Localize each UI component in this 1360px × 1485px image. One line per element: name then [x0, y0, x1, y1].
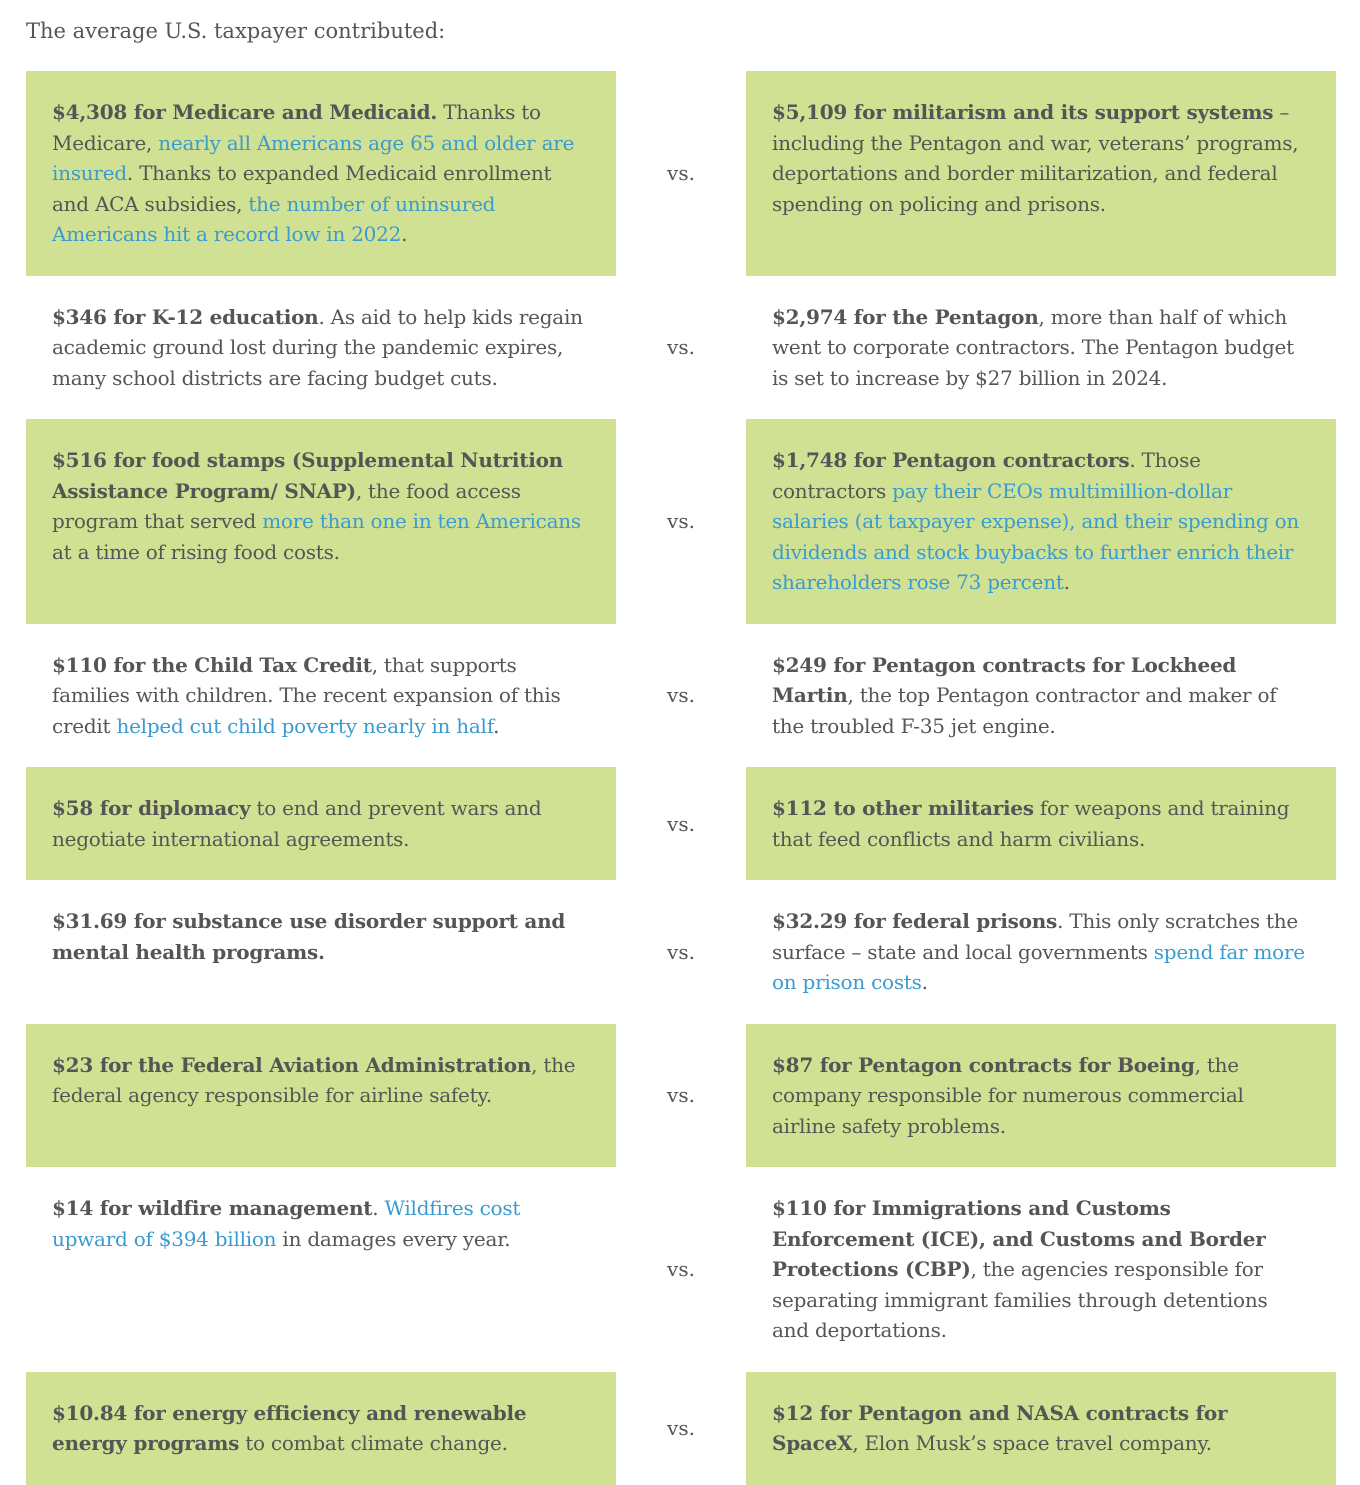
body-text: – including the Pentagon and war, veterans’ programs, deportations and border militarization, and federal spending on policing and prisons.	[772, 100, 1299, 216]
vs-label: vs.	[667, 509, 695, 534]
amount-heading: $1,748 for Pentagon contractors	[772, 448, 1130, 472]
source-link[interactable]: more than one in ten Americans	[262, 509, 581, 533]
body-text: at a time of rising food costs.	[52, 539, 340, 564]
body-text: to end and prevent wars and negotiate international agreements.	[52, 796, 542, 851]
source-link[interactable]: Wildfires cost upward of $394 billion	[52, 1196, 521, 1251]
body-text: to combat climate change.	[239, 1431, 508, 1455]
comparison-right-text	[746, 1167, 1336, 1372]
body-text: , more than half of which went to corporate contractors. The Pentagon budget is set to increase by $27 billion in 2024.	[772, 304, 1294, 390]
body-text: , the top Pentagon contractor and maker of the troubled F-35 jet engine.	[772, 683, 1277, 738]
body-text: . Those contractors	[772, 448, 1201, 503]
vs-label: vs.	[667, 1416, 695, 1440]
body-text: . As aid to help kids regain academic ground lost during the pandemic expires, many school districts are facing budget cuts.	[52, 304, 583, 390]
body-text: .	[493, 713, 500, 738]
amount-heading: $87 for Pentagon contracts for Boeing	[772, 1052, 1195, 1077]
vs-label: vs.	[667, 683, 695, 708]
source-link[interactable]: nearly all Americans age 65 and older are insured	[52, 130, 575, 185]
source-link[interactable]: helped cut child poverty nearly in half	[116, 713, 494, 738]
amount-heading: $4,308 for Medicare and Medicaid.	[52, 100, 438, 124]
amount-heading: $10.84 for energy efficiency and renewable energy programs	[52, 1400, 527, 1455]
body-text: .	[921, 970, 928, 994]
amount-heading: $32.29 for federal prisons	[772, 909, 1058, 933]
comparison-list	[26, 71, 1336, 1485]
source-link[interactable]: the number of uninsured Americans hit a record low in 2022	[52, 191, 496, 246]
source-link[interactable]: spend far more on prison costs	[772, 939, 1305, 994]
comparison-row	[26, 276, 1336, 420]
comparison-row	[26, 1372, 1336, 1485]
comparison-row	[26, 1167, 1336, 1372]
vs-label: vs.	[667, 939, 695, 964]
amount-heading: $516 for food stamps (Supplemental Nutrition Assistance Program/ SNAP)	[52, 448, 563, 503]
body-text: .	[1063, 570, 1070, 594]
comparison-left-text	[26, 1024, 616, 1168]
vs-label: vs.	[667, 811, 695, 836]
intro-text: The average U.S. taxpayer contributed:	[26, 19, 446, 43]
comparison-right-text	[746, 71, 1336, 276]
amount-heading: $5,109 for militarism and its support systems	[772, 100, 1274, 124]
body-text: , Elon Musk’s space travel company.	[852, 1431, 1212, 1455]
comparison-left-text	[26, 1372, 616, 1485]
comparison-left-text	[26, 419, 616, 624]
comparison-row	[26, 419, 1336, 624]
comparison-right-text	[746, 419, 1336, 624]
vs-label: vs.	[667, 1083, 695, 1108]
source-link[interactable]: pay their CEOs multimillion-dollar salaries (at taxpayer expense), and their spending on dividends and stock buybacks to further enrich their shareholders rose 73 percent	[772, 478, 1300, 594]
comparison-row	[26, 71, 1336, 276]
body-text: .	[372, 1196, 385, 1220]
amount-heading: $12 for Pentagon and NASA contracts for SpaceX	[772, 1400, 1228, 1455]
vs-label: vs.	[667, 161, 695, 186]
comparison-left-text	[26, 767, 616, 880]
amount-heading: $58 for diplomacy	[52, 796, 251, 820]
vs-label: vs.	[667, 1257, 695, 1282]
comparison-row	[26, 624, 1336, 768]
body-text: , that supports families with children. The recent expansion of this credit	[52, 652, 561, 738]
body-text: .	[401, 222, 408, 246]
body-text: Thanks to Medicare,	[52, 100, 541, 155]
amount-heading: $346 for K-12 education	[52, 304, 319, 329]
comparison-right-text	[746, 880, 1336, 1024]
comparison-left-text	[26, 880, 616, 1024]
comparison-right-text	[746, 624, 1336, 768]
comparison-right-text	[746, 1024, 1336, 1168]
amount-heading: $110 for the Child Tax Credit	[52, 652, 372, 677]
amount-heading: $112 to other militaries	[772, 796, 1034, 820]
comparison-right-text	[746, 276, 1336, 420]
comparison-row	[26, 1024, 1336, 1168]
comparison-row	[26, 767, 1336, 880]
body-text: . This only scratches the surface – state and local governments	[772, 909, 1299, 964]
comparison-left-text	[26, 276, 616, 420]
amount-heading: $23 for the Federal Aviation Administration	[52, 1052, 532, 1077]
amount-heading: $2,974 for the Pentagon	[772, 304, 1039, 329]
body-text: for weapons and training that feed conflicts and harm civilians.	[772, 796, 1290, 851]
amount-heading: $249 for Pentagon contracts for Lockheed Martin	[772, 652, 1237, 707]
body-text: in damages every year.	[276, 1226, 511, 1251]
amount-heading: $14 for wildfire management	[52, 1196, 373, 1220]
comparison-row	[26, 880, 1336, 1024]
amount-heading: $110 for Immigrations and Customs Enforcement (ICE), and Customs and Border Protections (CBP)	[772, 1196, 1266, 1281]
body-text: . Thanks to expanded Medicaid enrollment and ACA subsidies,	[52, 161, 552, 216]
comparison-right-text	[746, 1372, 1336, 1485]
comparison-left-text	[26, 1167, 616, 1372]
comparison-left-text	[26, 71, 616, 276]
body-text: , the agencies responsible for separating immigrant families through detentions and deportations.	[772, 1257, 1268, 1342]
comparison-right-text	[746, 767, 1336, 880]
vs-label: vs.	[667, 335, 695, 360]
body-text: , the food access program that served	[52, 478, 521, 533]
amount-heading: $31.69 for substance use disorder support and mental health programs.	[52, 909, 566, 964]
body-text: , the federal agency responsible for airline safety.	[52, 1052, 576, 1107]
body-text: , the company responsible for numerous commercial airline safety problems.	[772, 1052, 1244, 1138]
comparison-left-text	[26, 624, 616, 768]
